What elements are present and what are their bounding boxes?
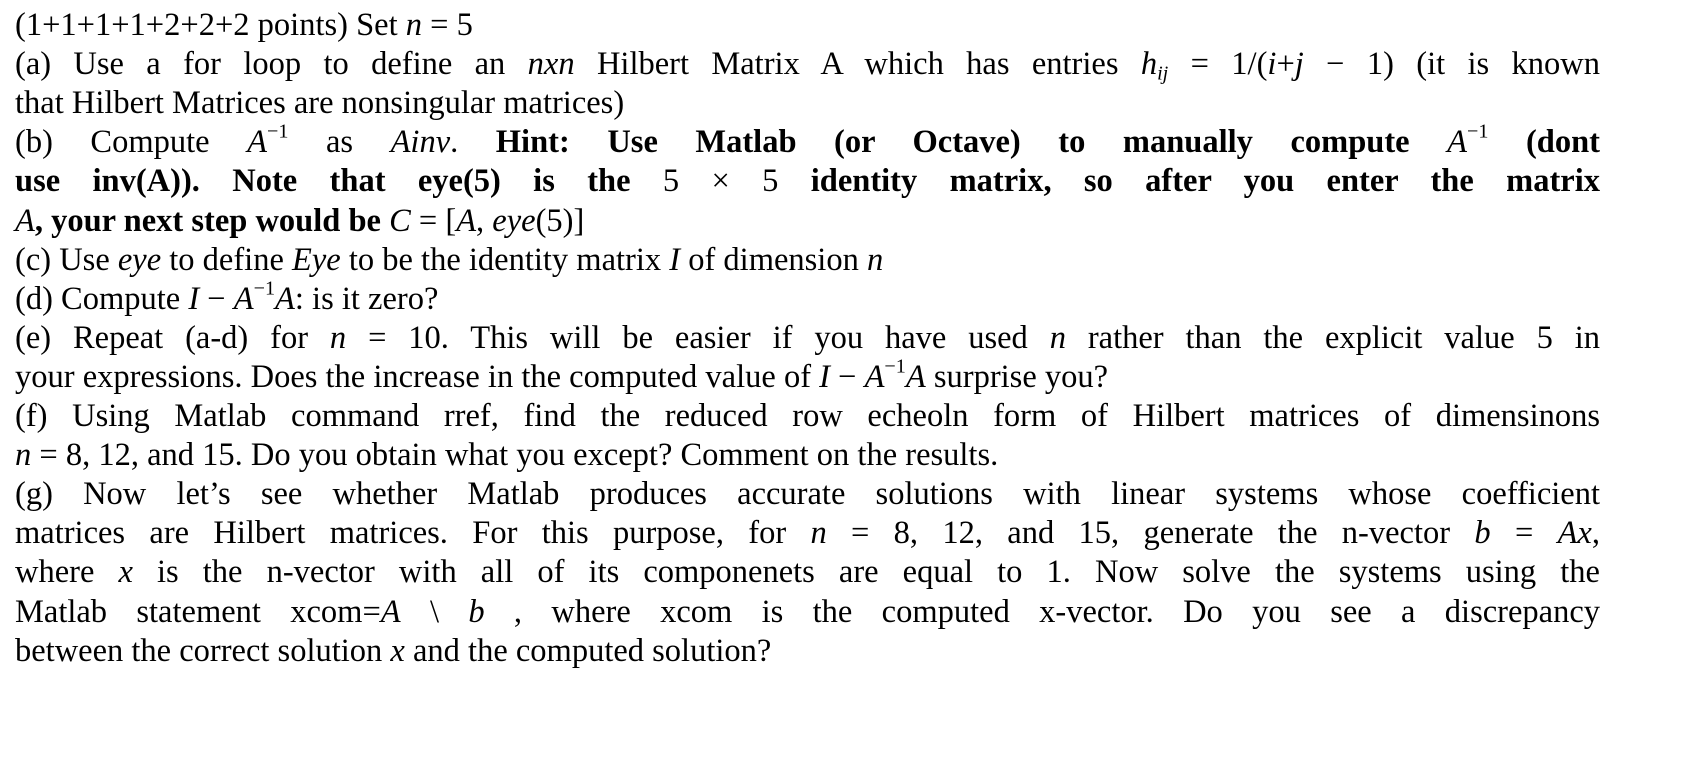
bold-text: identity matrix, so after you enter the matrix <box>778 163 1600 200</box>
math-text: A <box>380 593 401 630</box>
body-text: that Hilbert Matrices are nonsingular matrices) <box>15 85 625 122</box>
math-text: b <box>468 593 485 630</box>
body-text: your expressions. Does the increase in the computed value of <box>15 358 820 395</box>
math-text: eye <box>492 202 536 239</box>
math-text: A <box>456 202 477 239</box>
text-line <box>15 4 1600 46</box>
body-text: − 1) (it is known <box>1303 46 1601 83</box>
text-line <box>15 43 1600 85</box>
body-text: − <box>199 280 234 317</box>
body-text: (f) Using Matlab command rref, find the reduced row echeoln form of Hilbert matrices of dimensinons <box>15 398 1600 434</box>
body-text: . <box>450 124 496 161</box>
body-text: = 5 <box>421 7 473 43</box>
math-text: A <box>864 358 885 395</box>
math-text: Eye <box>292 241 341 278</box>
math-text: n <box>15 437 32 474</box>
body-text: 5 × 5 <box>662 163 779 200</box>
text-line <box>15 591 1600 633</box>
math-text: n <box>329 319 347 356</box>
body-text: where <box>15 554 119 591</box>
body-text: = 8, 12, and 15. Do you obtain what you except? Comment on the results. <box>31 437 999 474</box>
text-line <box>15 317 1600 359</box>
math-text: ij <box>1157 62 1169 85</box>
math-text: I <box>188 280 200 317</box>
math-text: −1 <box>884 355 906 378</box>
text-line <box>15 512 1600 554</box>
math-text: −1 <box>1466 120 1489 143</box>
body-text: Matlab statement xcom= <box>15 593 381 630</box>
body-text: matrices are Hilbert matrices. For this purpose, for <box>15 515 811 552</box>
math-text: h <box>1140 46 1158 83</box>
math-text: A <box>233 280 254 317</box>
body-text: (1+1+1+1+2+2+2 points) Set <box>15 7 406 43</box>
math-text: n <box>1049 319 1066 356</box>
math-text: n <box>810 515 827 552</box>
math-text: A <box>15 202 35 239</box>
text-line <box>15 239 1600 281</box>
body-text: and the computed solution? <box>404 632 772 669</box>
body-text: = 1/( <box>1168 46 1268 83</box>
body-text: − <box>829 358 865 395</box>
text-line <box>15 473 1600 515</box>
math-text: nxn <box>527 46 575 83</box>
math-text: j <box>1294 46 1304 83</box>
body-text: = 10. This will be easier if you have used <box>346 319 1050 356</box>
bold-text: use inv(A)). Note that eye(5) is the <box>15 163 663 200</box>
text-line <box>15 82 1600 124</box>
bold-text: Hint: Use Matlab (or Octave) to manually compute <box>495 124 1448 161</box>
body-text: is the n-vector with all of its componenets are equal to 1. Now solve the systems using the <box>132 554 1600 591</box>
text-line <box>15 356 1600 398</box>
math-text: A <box>1447 124 1467 161</box>
body-text: to define <box>161 241 293 278</box>
text-line <box>15 200 1600 242</box>
body-text: Hilbert Matrix A which has entries <box>574 46 1141 83</box>
math-text: A <box>275 280 295 317</box>
body-text: as <box>288 124 391 161</box>
bold-text: (dont <box>1488 124 1600 161</box>
body-text: (c) Use <box>15 241 118 278</box>
math-text: eye <box>117 241 162 278</box>
text-line <box>15 395 1600 437</box>
body-text: (5)] <box>535 202 585 239</box>
body-text: (d) Compute <box>15 280 189 317</box>
text-line <box>15 121 1600 163</box>
body-text: of dimension <box>680 241 867 278</box>
bold-text: , your next step would be <box>34 202 390 239</box>
math-text: A <box>905 358 926 395</box>
body-text: (a) Use a for loop to define an <box>15 46 528 83</box>
body-text: (b) Compute <box>15 124 248 161</box>
body-text: : is it zero? <box>294 280 439 317</box>
math-text: Ainv <box>390 124 451 161</box>
math-text: i <box>1267 46 1277 83</box>
text-line <box>15 278 1600 320</box>
math-text: n <box>405 7 422 43</box>
body-text: , where xcom is the computed x-vector. Do you see a discrepancy <box>484 593 1600 630</box>
body-text: surprise you? <box>925 358 1109 395</box>
math-text: −1 <box>266 120 289 143</box>
body-text: = <box>1490 515 1558 552</box>
body-text: \ <box>400 593 469 630</box>
body-text: + <box>1276 46 1295 83</box>
body-text: (g) Now let’s see whether Matlab produces accurate solutions with linear systems whose coefficient <box>15 476 1600 513</box>
math-text: I <box>819 358 830 395</box>
body-text: , <box>476 202 493 239</box>
math-text: A <box>247 124 267 161</box>
body-text: = 8, 12, and 15, generate the n-vector <box>826 515 1475 552</box>
math-text: x <box>118 554 133 591</box>
body-text: , <box>1591 515 1600 552</box>
text-line <box>15 160 1600 202</box>
text-line <box>15 630 1600 672</box>
math-text: x <box>390 632 405 669</box>
text-line <box>15 551 1600 593</box>
math-text: −1 <box>253 277 276 300</box>
math-text: b <box>1474 515 1491 552</box>
math-text: Ax <box>1557 515 1592 552</box>
body-text: rather than the explicit value 5 in <box>1065 319 1601 356</box>
body-text: between the correct solution <box>15 632 391 669</box>
text-line <box>15 434 1600 476</box>
math-text: I <box>669 241 681 278</box>
math-text: C <box>389 202 411 239</box>
body-text: = [ <box>410 202 457 239</box>
body-text: (e) Repeat (a-d) for <box>15 319 330 356</box>
math-text: n <box>866 241 884 278</box>
body-text: to be the identity matrix <box>340 241 670 278</box>
